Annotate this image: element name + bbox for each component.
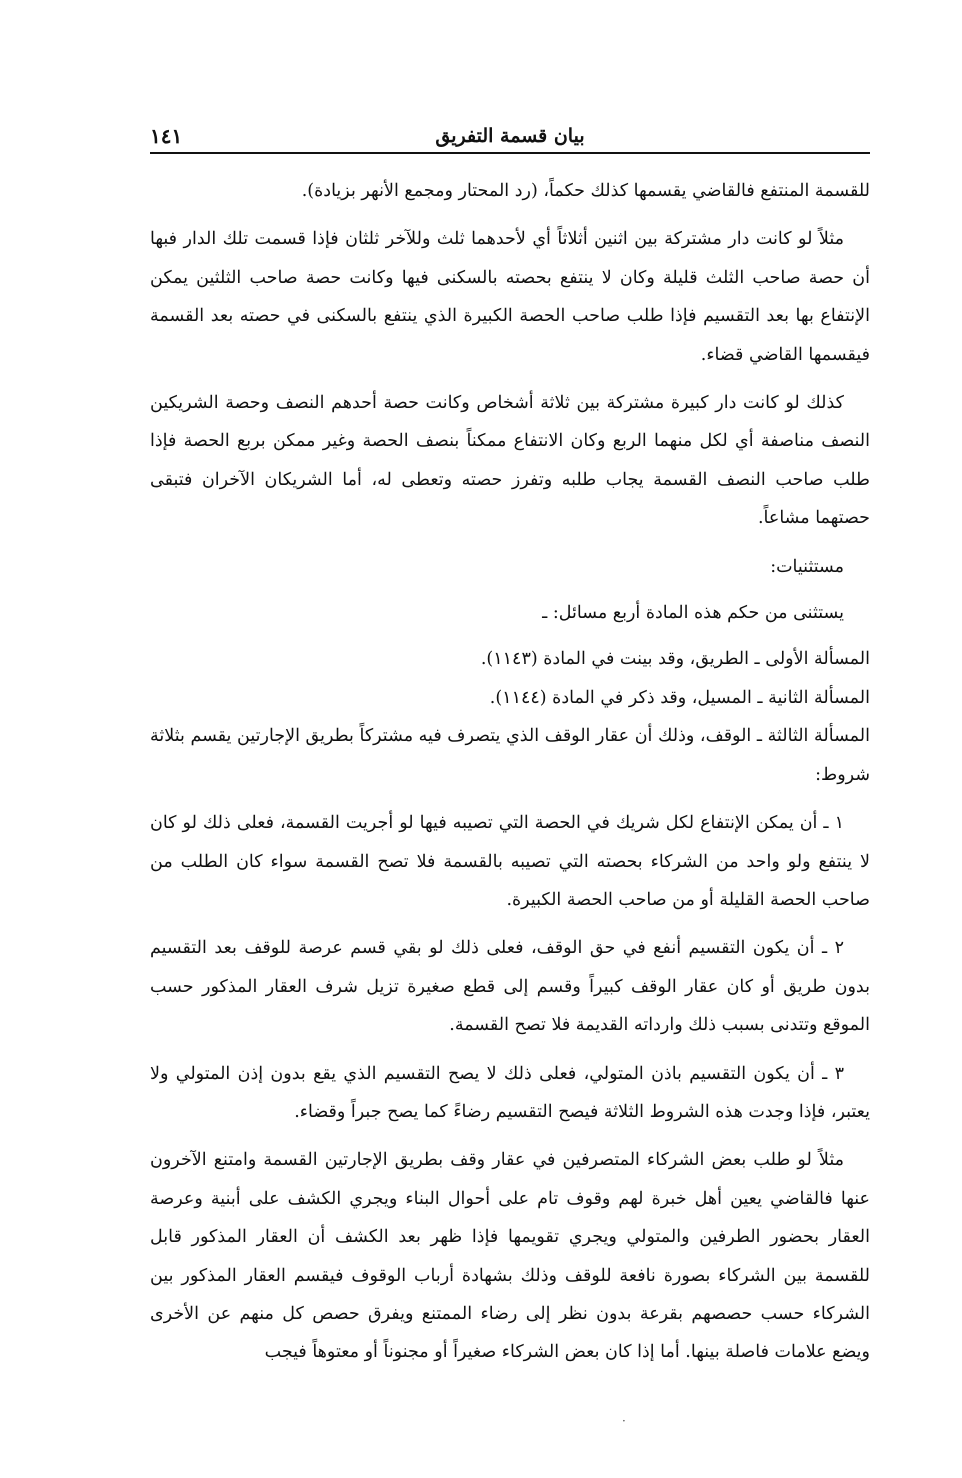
page-header xyxy=(150,118,870,152)
exception-item-3: المسألة الثالثة ـ الوقف، وذلك أن عقار الوقف الذي يتصرف فيه مشتركاً بطريق الإجارتين يقسم بثلاثة شروط: xyxy=(150,726,870,785)
condition-2: ٢ ـ أن يكون التقسيم أنفع في حق الوقف، فعلى ذلك لو بقي قسم عرصة للوقف بعد التقسيم بدون طريق أو كان عقار الوقف كبيراً وقسم إلى قطع صغيرة تزيل شرف العقار المذكور حسب الموقع وتتدنى بسبب ذلك وارداته القديمة فلا تصح القسمة. xyxy=(150,938,870,1036)
condition-3: ٣ ـ أن يكون التقسيم باذن المتولي، فعلى ذلك لا يصح التقسيم الذي يقع بدون إذن المتولي ولا يعتبر، فإذا وجدت هذه الشروط الثلاثة فيصح التقسيم رضاءً كما يصح جبراً وقضاء. xyxy=(150,1063,870,1122)
header-divider xyxy=(150,152,870,154)
paragraph-example-two-partners: مثلاً لو كانت دار مشتركة بين اثنين أثلاثاً أي لأحدهما ثلث وللآخر ثلثان فإذا قسمت تلك الدار فبها أن حصة صاحب الثلث قليلة وكان لا ينتفع بحصته بالسكنى فيها وكانت حصة صاحب الثلثين يمكن الإنتفاع بها بعد التقسيم فإذا طلب صاحب الحصة الكبيرة الذي ينتفع بالسكنى في حصته بعد القسمة فيقسمها القاضي قضاء. xyxy=(150,229,870,365)
page-number: ١٤١ xyxy=(150,124,183,148)
paragraph-example-three-partners: كذلك لو كانت دار كبيرة مشتركة بين ثلاثة أشخاص وكانت حصة أحدهم النصف وحصة الشريكين النصف مناصفة أي لكل منهما الربع وكان الانتفاع ممكناً بنصف الحصة وغير ممكن بربع الحصة فإذا طلب صاحب النصف القسمة يجاب طلبه وتفرز حصته وتعطى له، أما الشريكان الآخران فتبقى حصتهما مشاعاً. xyxy=(150,393,870,529)
running-title: بيان قسمة التفريق xyxy=(435,125,585,147)
heading-exceptions: مستثنيات: xyxy=(770,556,844,577)
paragraph-exceptions-intro: يستثنى من حكم هذه المادة أربع مسائل: ـ xyxy=(542,603,844,624)
paragraph-waqf-example: مثلاً لو طلب بعض الشركاء المتصرفين في عقار وقف بطريق الإجارتين القسمة وامتنع الآخرون عنها فالقاضي يعين أهل خبرة لهم وقوف تام على أحوال البناء ويجري الكشف على أبنية وعرصة العقار بحضور الطرفين والمتولي ويجري تقويمها فإذا ظهر بعد الكشف أن العقار المذكور قابل للقسمة بين الشركاء بصورة نافعة للوقف وذلك بشهادة أرباب الوقوف فيقسم العقار المذكور بين الشركاء حسب حصصهم بقرعة بدون نظر إلى رضاء الممتنع ويفرق حصص كل منهم عن الأخرى ويضع علامات فاصلة بينها. أما إذا كان بعض الشركاء صغيراً أو مجنوناً أو معتوهاً فيجب xyxy=(150,1150,870,1363)
exception-item-2: المسألة الثانية ـ المسيل، وقد ذكر في المادة (١١٤٤). xyxy=(489,687,870,708)
exception-item-1: المسألة الأولى ـ الطريق، وقد بينت في المادة (١١٤٣). xyxy=(480,649,870,670)
paragraph-continuation: للقسمة المنتفع فالقاضي يقسمها كذلك حكماً، (رد المحتار ومجمع الأنهر بزيادة). xyxy=(301,181,870,201)
scan-dot: · xyxy=(622,1414,626,1428)
page-body xyxy=(150,172,870,1372)
condition-1: ١ ـ أن يمكن الإنتفاع لكل شريك في الحصة التي تصيبه فيها لو أجريت القسمة، فعلى ذلك لو كان لا ينتفع ولو واحد من الشركاء بحصته التي تصيبه بالقسمة فلا تصح القسمة سواء كان الطلب من صاحب الحصة القليلة أو من صاحب الحصة الكبيرة. xyxy=(150,813,870,910)
